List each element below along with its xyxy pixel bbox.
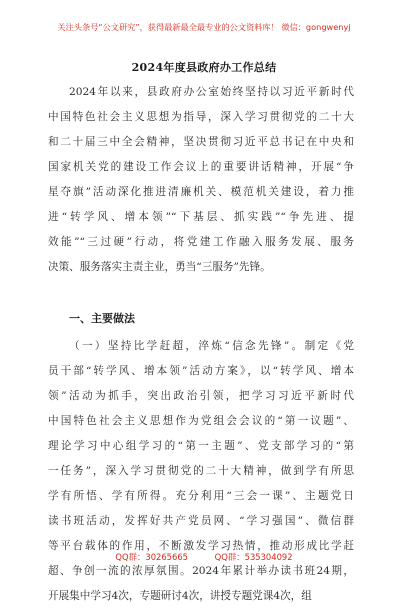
paragraph-line: 效能”“三过硬”行动，将党建工作融入服务发展、服务	[48, 236, 354, 248]
paragraph-line: 等平台载体的作用，不断激发学习热情，推动形成比学赶	[48, 540, 354, 552]
footer-contact	[0, 551, 408, 563]
paragraph-line: 中国特色社会主义思想为指导，深入学习贯彻党的二十大	[48, 111, 354, 123]
paragraph-line: 员干部“转学风、增本领”活动方案》，以“转学风、增本	[48, 365, 354, 377]
paragraph-line: 读书班活动，发挥好共产党员网、“学习强国”、微信群	[48, 515, 354, 527]
qq-number: 30265665	[145, 552, 188, 562]
qq-group-1	[115, 552, 188, 562]
intro-paragraph	[48, 80, 354, 280]
paragraph-line: （一）坚持比学赶超，淬炼“信念先锋”。制定《党	[69, 340, 354, 352]
document-title: 2024年度县政府办工作总结	[131, 61, 277, 74]
paragraph-line: 超、争创一流的浓厚氛围。2024年累计举办读书班24期，	[48, 565, 354, 577]
qq-label: QQ群：	[214, 552, 245, 562]
paragraph-line: 学有所悟、学有所得。充分利用“三会一课”、主题党日	[48, 490, 354, 502]
qq-number: 535304092	[244, 552, 293, 562]
paragraph-line: 2024年以来，县政府办公室始终坚持以习近平新时代	[69, 86, 354, 98]
paragraph-line: 中国特色社会主义思想作为党组会会议的“第一议题”、	[48, 415, 354, 427]
section-heading: 一、主要做法	[69, 312, 135, 325]
paragraph-line: 国家机关党的建设工作会议上的重要讲话精神，开展“争	[48, 161, 354, 173]
paragraph-line: 决策、服务落实主责主业，勇当“三服务”先锋。	[48, 261, 271, 273]
paragraph-line: 星夺旗”活动深化推进清廉机关、模范机关建设，着力推	[48, 186, 354, 198]
header-banner: 关注头条号“公文研究”，获得最新最全最专业的公文资料库！ 微信：gongwenyj	[57, 22, 351, 32]
section-paragraph	[48, 334, 354, 609]
paragraph-line: 和二十届三中全会精神，坚决贯彻习近平总书记在中央和	[48, 136, 354, 148]
paragraph-line: 领”活动为抓手，突出政治引领，把学习习近平新时代	[48, 390, 354, 402]
paragraph-line: 理论学习中心组学习的“第一主题”、党支部学习的“第	[48, 440, 354, 452]
paragraph-line: 开展集中学习4次，专题研讨4次，讲授专题党课4次，组	[48, 590, 312, 602]
paragraph-line: 一任务”，深入学习贯彻党的二十大精神，做到学有所思	[48, 465, 354, 477]
qq-group-2	[215, 552, 293, 562]
qq-label: QQ群：	[115, 552, 146, 562]
paragraph-line: 进“转学风、增本领”“下基层、抓实践”“争先进、提	[48, 211, 354, 223]
